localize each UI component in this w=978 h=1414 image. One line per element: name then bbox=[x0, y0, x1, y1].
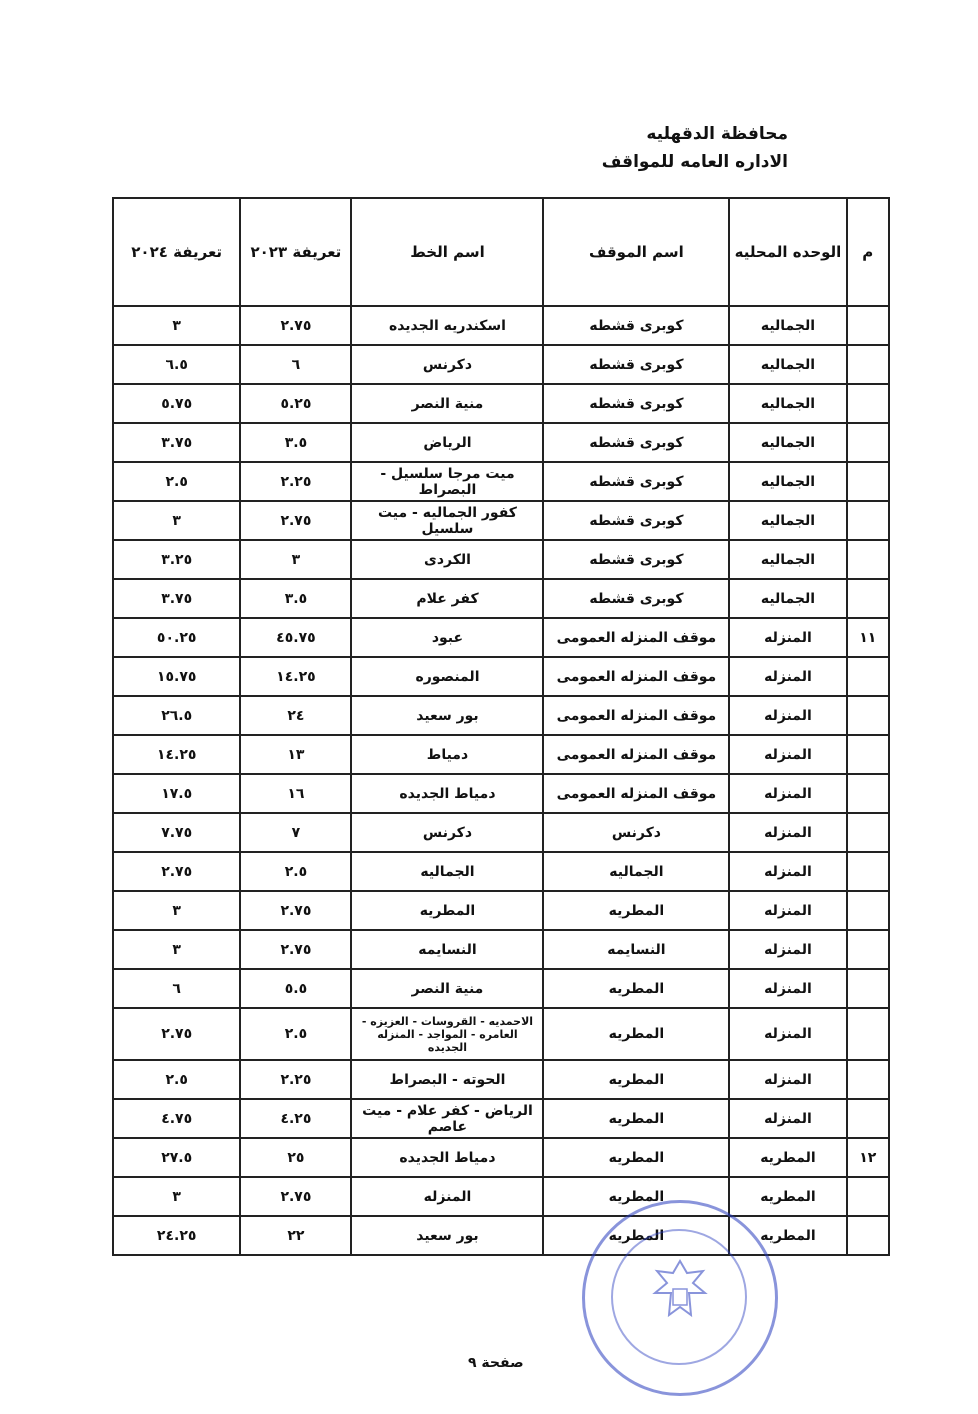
table-row bbox=[113, 891, 889, 930]
row-number-cell bbox=[847, 501, 889, 540]
stop-name-cell: المطريه bbox=[543, 969, 729, 1008]
tariff-2023-cell: ١٦ bbox=[240, 774, 351, 813]
stop-name-cell: كوبرى قشطه bbox=[543, 384, 729, 423]
table-row bbox=[113, 1060, 889, 1099]
tariff-2024-cell: ٤.٧٥ bbox=[113, 1099, 240, 1138]
local-unit-cell: المنزله bbox=[729, 891, 846, 930]
tariff-2023-cell: ٧ bbox=[240, 813, 351, 852]
stop-name-cell: دكرنس bbox=[543, 813, 729, 852]
line-name-cell: المنزله bbox=[351, 1177, 543, 1216]
tariff-2024-cell: ٢٦.٥ bbox=[113, 696, 240, 735]
line-name-cell: النسايمه bbox=[351, 930, 543, 969]
header-line: اسم الخط bbox=[351, 198, 543, 306]
table-row bbox=[113, 345, 889, 384]
tariff-2023-cell: ١٤.٢٥ bbox=[240, 657, 351, 696]
row-number-cell bbox=[847, 384, 889, 423]
line-name-cell: الرياض bbox=[351, 423, 543, 462]
row-number-cell bbox=[847, 540, 889, 579]
line-name-cell: الاحمديه - القروسات - العزيزه - العامره - المواجد - المنزله الجديده bbox=[351, 1008, 543, 1060]
stop-name-cell: الجماليه bbox=[543, 852, 729, 891]
stop-name-cell: كوبرى قشطه bbox=[543, 423, 729, 462]
table-row bbox=[113, 462, 889, 501]
local-unit-cell: المنزله bbox=[729, 735, 846, 774]
table-header-row bbox=[113, 198, 889, 306]
row-number-cell bbox=[847, 579, 889, 618]
row-number-cell bbox=[847, 1099, 889, 1138]
row-number-cell: ١٢ bbox=[847, 1138, 889, 1177]
row-number-cell bbox=[847, 852, 889, 891]
tariff-2023-cell: ٢.٥ bbox=[240, 852, 351, 891]
stop-name-cell: كوبرى قشطه bbox=[543, 540, 729, 579]
stop-name-cell: المطريه bbox=[543, 1099, 729, 1138]
line-name-cell: اسكندريه الجديده bbox=[351, 306, 543, 345]
stop-name-cell: المطريه bbox=[543, 1138, 729, 1177]
tariff-2023-cell: ٥.٢٥ bbox=[240, 384, 351, 423]
stop-name-cell: النسايمه bbox=[543, 930, 729, 969]
local-unit-cell: المنزله bbox=[729, 1008, 846, 1060]
tariff-2024-cell: ١٧.٥ bbox=[113, 774, 240, 813]
line-name-cell: بور سعيد bbox=[351, 696, 543, 735]
tariff-2024-cell: ٣ bbox=[113, 1177, 240, 1216]
table-row bbox=[113, 696, 889, 735]
tariff-2023-cell: ٤.٢٥ bbox=[240, 1099, 351, 1138]
local-unit-cell: المنزله bbox=[729, 696, 846, 735]
department-title: الاداره العامه للمواقف bbox=[601, 152, 788, 172]
header-unit: الوحده المحليه bbox=[729, 198, 846, 306]
row-number-cell bbox=[847, 813, 889, 852]
tariff-2024-cell: ٧.٧٥ bbox=[113, 813, 240, 852]
local-unit-cell: الجماليه bbox=[729, 384, 846, 423]
row-number-cell bbox=[847, 345, 889, 384]
line-name-cell: منية النصر bbox=[351, 969, 543, 1008]
local-unit-cell: الجماليه bbox=[729, 423, 846, 462]
row-number-cell bbox=[847, 735, 889, 774]
line-name-cell: منية النصر bbox=[351, 384, 543, 423]
local-unit-cell: المنزله bbox=[729, 774, 846, 813]
stop-name-cell: موقف المنزله العمومى bbox=[543, 696, 729, 735]
tariff-table bbox=[112, 197, 890, 1256]
tariff-2023-cell: ٢٥ bbox=[240, 1138, 351, 1177]
line-name-cell: عبود bbox=[351, 618, 543, 657]
table-row bbox=[113, 774, 889, 813]
document-header bbox=[602, 120, 788, 176]
tariff-2024-cell: ٥٠.٢٥ bbox=[113, 618, 240, 657]
tariff-2024-cell: ٥.٧٥ bbox=[113, 384, 240, 423]
header-tariff-2023: تعريفة ٢٠٢٣ bbox=[240, 198, 351, 306]
table-row bbox=[113, 852, 889, 891]
table-body bbox=[113, 306, 889, 1255]
table-row bbox=[113, 540, 889, 579]
tariff-2024-cell: ٣ bbox=[113, 306, 240, 345]
tariff-2023-cell: ٢.٥ bbox=[240, 1008, 351, 1060]
stop-name-cell: كوبرى قشطه bbox=[543, 345, 729, 384]
local-unit-cell: المطريه bbox=[729, 1177, 846, 1216]
row-number-cell bbox=[847, 462, 889, 501]
row-number-cell bbox=[847, 1008, 889, 1060]
table-row bbox=[113, 1099, 889, 1138]
tariff-2024-cell: ١٤.٢٥ bbox=[113, 735, 240, 774]
local-unit-cell: الجماليه bbox=[729, 540, 846, 579]
row-number-cell bbox=[847, 657, 889, 696]
line-name-cell: الحوته - البصراط bbox=[351, 1060, 543, 1099]
stop-name-cell: موقف المنزله العمومى bbox=[543, 774, 729, 813]
table-row bbox=[113, 306, 889, 345]
line-name-cell: الرياض - كفر علام - ميت عاصم bbox=[351, 1099, 543, 1138]
stop-name-cell: المطريه bbox=[543, 1177, 729, 1216]
local-unit-cell: المطريه bbox=[729, 1138, 846, 1177]
line-name-cell: كفور الجماليه - ميت سلسيل bbox=[351, 501, 543, 540]
tariff-2023-cell: ١٣ bbox=[240, 735, 351, 774]
table-row bbox=[113, 1177, 889, 1216]
tariff-2024-cell: ٢.٧٥ bbox=[113, 1008, 240, 1060]
stop-name-cell: موقف المنزله العمومى bbox=[543, 618, 729, 657]
table-row bbox=[113, 501, 889, 540]
stop-name-cell: موقف المنزله العمومى bbox=[543, 735, 729, 774]
stop-name-cell: موقف المنزله العمومى bbox=[543, 657, 729, 696]
eagle-emblem-icon bbox=[645, 1253, 715, 1333]
table-row bbox=[113, 579, 889, 618]
page-number: صفحة ٩ bbox=[468, 1355, 524, 1371]
tariff-2024-cell: ٢٤.٢٥ bbox=[113, 1216, 240, 1255]
row-number-cell bbox=[847, 774, 889, 813]
line-name-cell: كفر علام bbox=[351, 579, 543, 618]
tariff-2024-cell: ٦ bbox=[113, 969, 240, 1008]
tariff-2024-cell: ٣.٢٥ bbox=[113, 540, 240, 579]
row-number-cell bbox=[847, 1216, 889, 1255]
tariff-2024-cell: ٢.٥ bbox=[113, 462, 240, 501]
row-number-cell bbox=[847, 696, 889, 735]
table-row bbox=[113, 969, 889, 1008]
table-row bbox=[113, 384, 889, 423]
local-unit-cell: المنزله bbox=[729, 930, 846, 969]
tariff-2023-cell: ٣ bbox=[240, 540, 351, 579]
local-unit-cell: الجماليه bbox=[729, 345, 846, 384]
local-unit-cell: المنزله bbox=[729, 969, 846, 1008]
row-number-cell: ١١ bbox=[847, 618, 889, 657]
table-row bbox=[113, 1008, 889, 1060]
local-unit-cell: المنزله bbox=[729, 618, 846, 657]
tariff-2023-cell: ٦ bbox=[240, 345, 351, 384]
line-name-cell: المطريه bbox=[351, 891, 543, 930]
header-tariff-2024: تعريفة ٢٠٢٤ bbox=[113, 198, 240, 306]
line-name-cell: دمياط الجديده bbox=[351, 1138, 543, 1177]
tariff-2023-cell: ٥.٥ bbox=[240, 969, 351, 1008]
stop-name-cell: المطريه bbox=[543, 1008, 729, 1060]
tariff-2024-cell: ٣.٧٥ bbox=[113, 579, 240, 618]
governorate-title: محافظة الدقهليه bbox=[646, 124, 788, 144]
tariff-2024-cell: ٣ bbox=[113, 930, 240, 969]
stop-name-cell: كوبرى قشطه bbox=[543, 306, 729, 345]
tariff-2024-cell: ٣.٧٥ bbox=[113, 423, 240, 462]
stop-name-cell: كوبرى قشطه bbox=[543, 501, 729, 540]
local-unit-cell: المنزله bbox=[729, 852, 846, 891]
table-row bbox=[113, 735, 889, 774]
tariff-2023-cell: ٢.٧٥ bbox=[240, 306, 351, 345]
table-row bbox=[113, 423, 889, 462]
line-name-cell: بور سعيد bbox=[351, 1216, 543, 1255]
tariff-2024-cell: ٢.٥ bbox=[113, 1060, 240, 1099]
tariff-2024-cell: ٦.٥ bbox=[113, 345, 240, 384]
row-number-cell bbox=[847, 306, 889, 345]
line-name-cell: الجماليه bbox=[351, 852, 543, 891]
line-name-cell: الكردى bbox=[351, 540, 543, 579]
local-unit-cell: المنزله bbox=[729, 657, 846, 696]
row-number-cell bbox=[847, 930, 889, 969]
line-name-cell: ميت مرجا سلسيل - البصراط bbox=[351, 462, 543, 501]
tariff-2023-cell: ٢٤ bbox=[240, 696, 351, 735]
row-number-cell bbox=[847, 1177, 889, 1216]
tariff-2023-cell: ٣.٥ bbox=[240, 579, 351, 618]
row-number-cell bbox=[847, 1060, 889, 1099]
table-row bbox=[113, 1138, 889, 1177]
row-number-cell bbox=[847, 969, 889, 1008]
local-unit-cell: الجماليه bbox=[729, 501, 846, 540]
tariff-2024-cell: ٢٧.٥ bbox=[113, 1138, 240, 1177]
tariff-2023-cell: ٢.٧٥ bbox=[240, 501, 351, 540]
table-row bbox=[113, 657, 889, 696]
stop-name-cell: كوبرى قشطه bbox=[543, 462, 729, 501]
tariff-2023-cell: ٢.٧٥ bbox=[240, 891, 351, 930]
local-unit-cell: الجماليه bbox=[729, 306, 846, 345]
tariff-2023-cell: ٢.٢٥ bbox=[240, 1060, 351, 1099]
stop-name-cell: كوبرى قشطه bbox=[543, 579, 729, 618]
tariff-2023-cell: ٢٢ bbox=[240, 1216, 351, 1255]
table-row bbox=[113, 618, 889, 657]
local-unit-cell: المنزله bbox=[729, 1060, 846, 1099]
tariff-2023-cell: ٢.٧٥ bbox=[240, 1177, 351, 1216]
table-row bbox=[113, 1216, 889, 1255]
local-unit-cell: المنزله bbox=[729, 1099, 846, 1138]
tariff-2024-cell: ٢.٧٥ bbox=[113, 852, 240, 891]
local-unit-cell: الجماليه bbox=[729, 579, 846, 618]
tariff-2023-cell: ٢.٧٥ bbox=[240, 930, 351, 969]
row-number-cell bbox=[847, 891, 889, 930]
stop-name-cell: المطريه bbox=[543, 1060, 729, 1099]
line-name-cell: دمياط الجديده bbox=[351, 774, 543, 813]
table-row bbox=[113, 930, 889, 969]
local-unit-cell: المنزله bbox=[729, 813, 846, 852]
line-name-cell: المنصوره bbox=[351, 657, 543, 696]
tariff-2023-cell: ٣.٥ bbox=[240, 423, 351, 462]
tariff-2024-cell: ٣ bbox=[113, 891, 240, 930]
tariff-2024-cell: ٣ bbox=[113, 501, 240, 540]
local-unit-cell: المطريه bbox=[729, 1216, 846, 1255]
header-m: م bbox=[847, 198, 889, 306]
tariff-2023-cell: ٤٥.٧٥ bbox=[240, 618, 351, 657]
table-row bbox=[113, 813, 889, 852]
line-name-cell: دكرنس bbox=[351, 345, 543, 384]
line-name-cell: دمياط bbox=[351, 735, 543, 774]
header-stop: اسم الموقف bbox=[543, 198, 729, 306]
local-unit-cell: الجماليه bbox=[729, 462, 846, 501]
stop-name-cell: المطريه bbox=[543, 1216, 729, 1255]
line-name-cell: دكرنس bbox=[351, 813, 543, 852]
row-number-cell bbox=[847, 423, 889, 462]
tariff-2024-cell: ١٥.٧٥ bbox=[113, 657, 240, 696]
stop-name-cell: المطريه bbox=[543, 891, 729, 930]
tariff-2023-cell: ٢.٢٥ bbox=[240, 462, 351, 501]
